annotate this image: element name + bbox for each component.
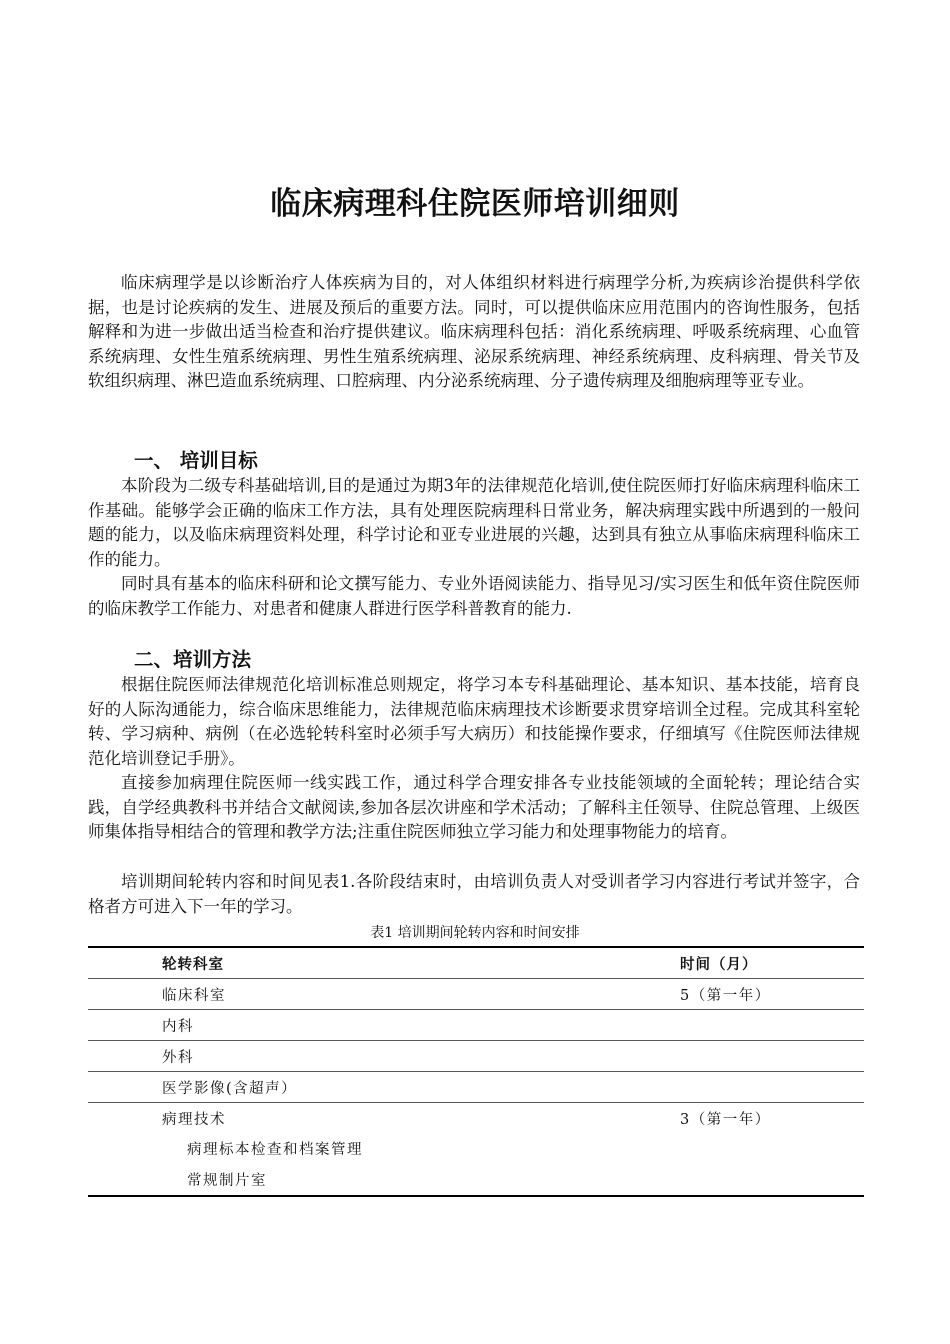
section-2-paragraph-3: 培训期间轮转内容和时间见表1.各阶段结束时，由培训负责人对受训者学习内容进行考试并签字，合格者方可进入下一年的学习。 [88,872,860,916]
table-header-row [88,948,864,978]
section-2-paragraph-2: 直接参加病理住院医师一线实践工作，通过科学合理安排各专业技能领域的全面轮转；理论结合实践，自学经典教科书并结合文献阅读,参加各层次讲座和学术活动；了解科主任领导、住院总管理、上级医师集体指导相结合的管理和教学方法;注重住院医师独立学习能力和处理事物能力的培育。 [88,773,860,842]
table-row [88,1102,864,1133]
table-caption: 表1 培训期间轮转内容和时间安排 [370,925,580,941]
table-cell-department: 内科 [162,1019,194,1035]
rotation-table [88,946,864,1197]
header-duration: 时间（月） [680,957,758,973]
table-row [88,1164,864,1195]
table-row [88,1009,864,1040]
section-2-heading: 二、培训方法 [134,648,252,671]
table-cell-department: 常规制片室 [187,1173,267,1189]
table-cell-department: 医学影像(含超声） [162,1081,298,1097]
section-2-paragraph-1: 根据住院医师法律规范化培训标准总则规定，将学习本专科基础理论、基本知识、基本技能，培育良好的人际沟通能力，综合临床思维能力，法律规范临床病理技术诊断要求贯穿培训全过程。完成其科室轮转、学习病种、病例（在必选轮转科室时必须手写大病历）和技能操作要求，仔细填写《住院医师法律规范化培训登记手册》。 [88,675,860,768]
table-cell-department: 病理技术 [162,1112,226,1128]
table-row [88,1133,864,1164]
table-cell-duration: 3（第一年） [680,1112,771,1128]
document-title: 临床病理科住院医师培训细则 [270,186,680,222]
table-cell-department: 病理标本检查和档案管理 [187,1142,363,1158]
table-cell-duration: 5（第一年） [680,988,771,1004]
table-row [88,1071,864,1102]
table-row [88,978,864,1009]
section-1-paragraph-2: 同时具有基本的临床科研和论文撰写能力、专业外语阅读能力、指导见习/实习医生和低年资住院医师的临床教学工作能力、对患者和健康人群进行医学科普教育的能力. [88,574,860,618]
section-1-paragraph-1: 本阶段为二级专科基础培训,目的是通过为期3年的法律规范化培训,使住院医师打好临床病理科临床工作基础。能够学会正确的临床工作方法，具有处理医院病理科日常业务，解决病理实践中所遇到的一般问题的能力，以及临床病理资料处理，科学讨论和亚专业进展的兴趣，达到具有独立从事临床病理科临床工作的能力。 [88,476,860,569]
header-department: 轮转科室 [162,957,224,973]
section-1-heading: 一、 培训目标 [134,449,258,472]
table-row [88,1040,864,1071]
table-cell-department: 外科 [162,1050,194,1066]
intro-paragraph: 临床病理学是以诊断治疗人体疾病为目的，对人体组织材料进行病理学分析,为疾病诊治提供科学依据，也是讨论疾病的发生、进展及预后的重要方法。同时，可以提供临床应用范围内的咨询性服务，包括解释和为进一步做出适当检查和治疗提供建议。临床病理科包括：消化系统病理、呼吸系统病理、心血管系统病理、女性生殖系统病理、男性生殖系统病理、泌尿系统病理、神经系统病理、皮科病理、骨关节及软组织病理、淋巴造血系统病理、口腔病理、内分泌系统病理、分子遗传病理及细胞病理等亚专业。 [88,273,860,391]
table-cell-department: 临床科室 [162,988,226,1004]
